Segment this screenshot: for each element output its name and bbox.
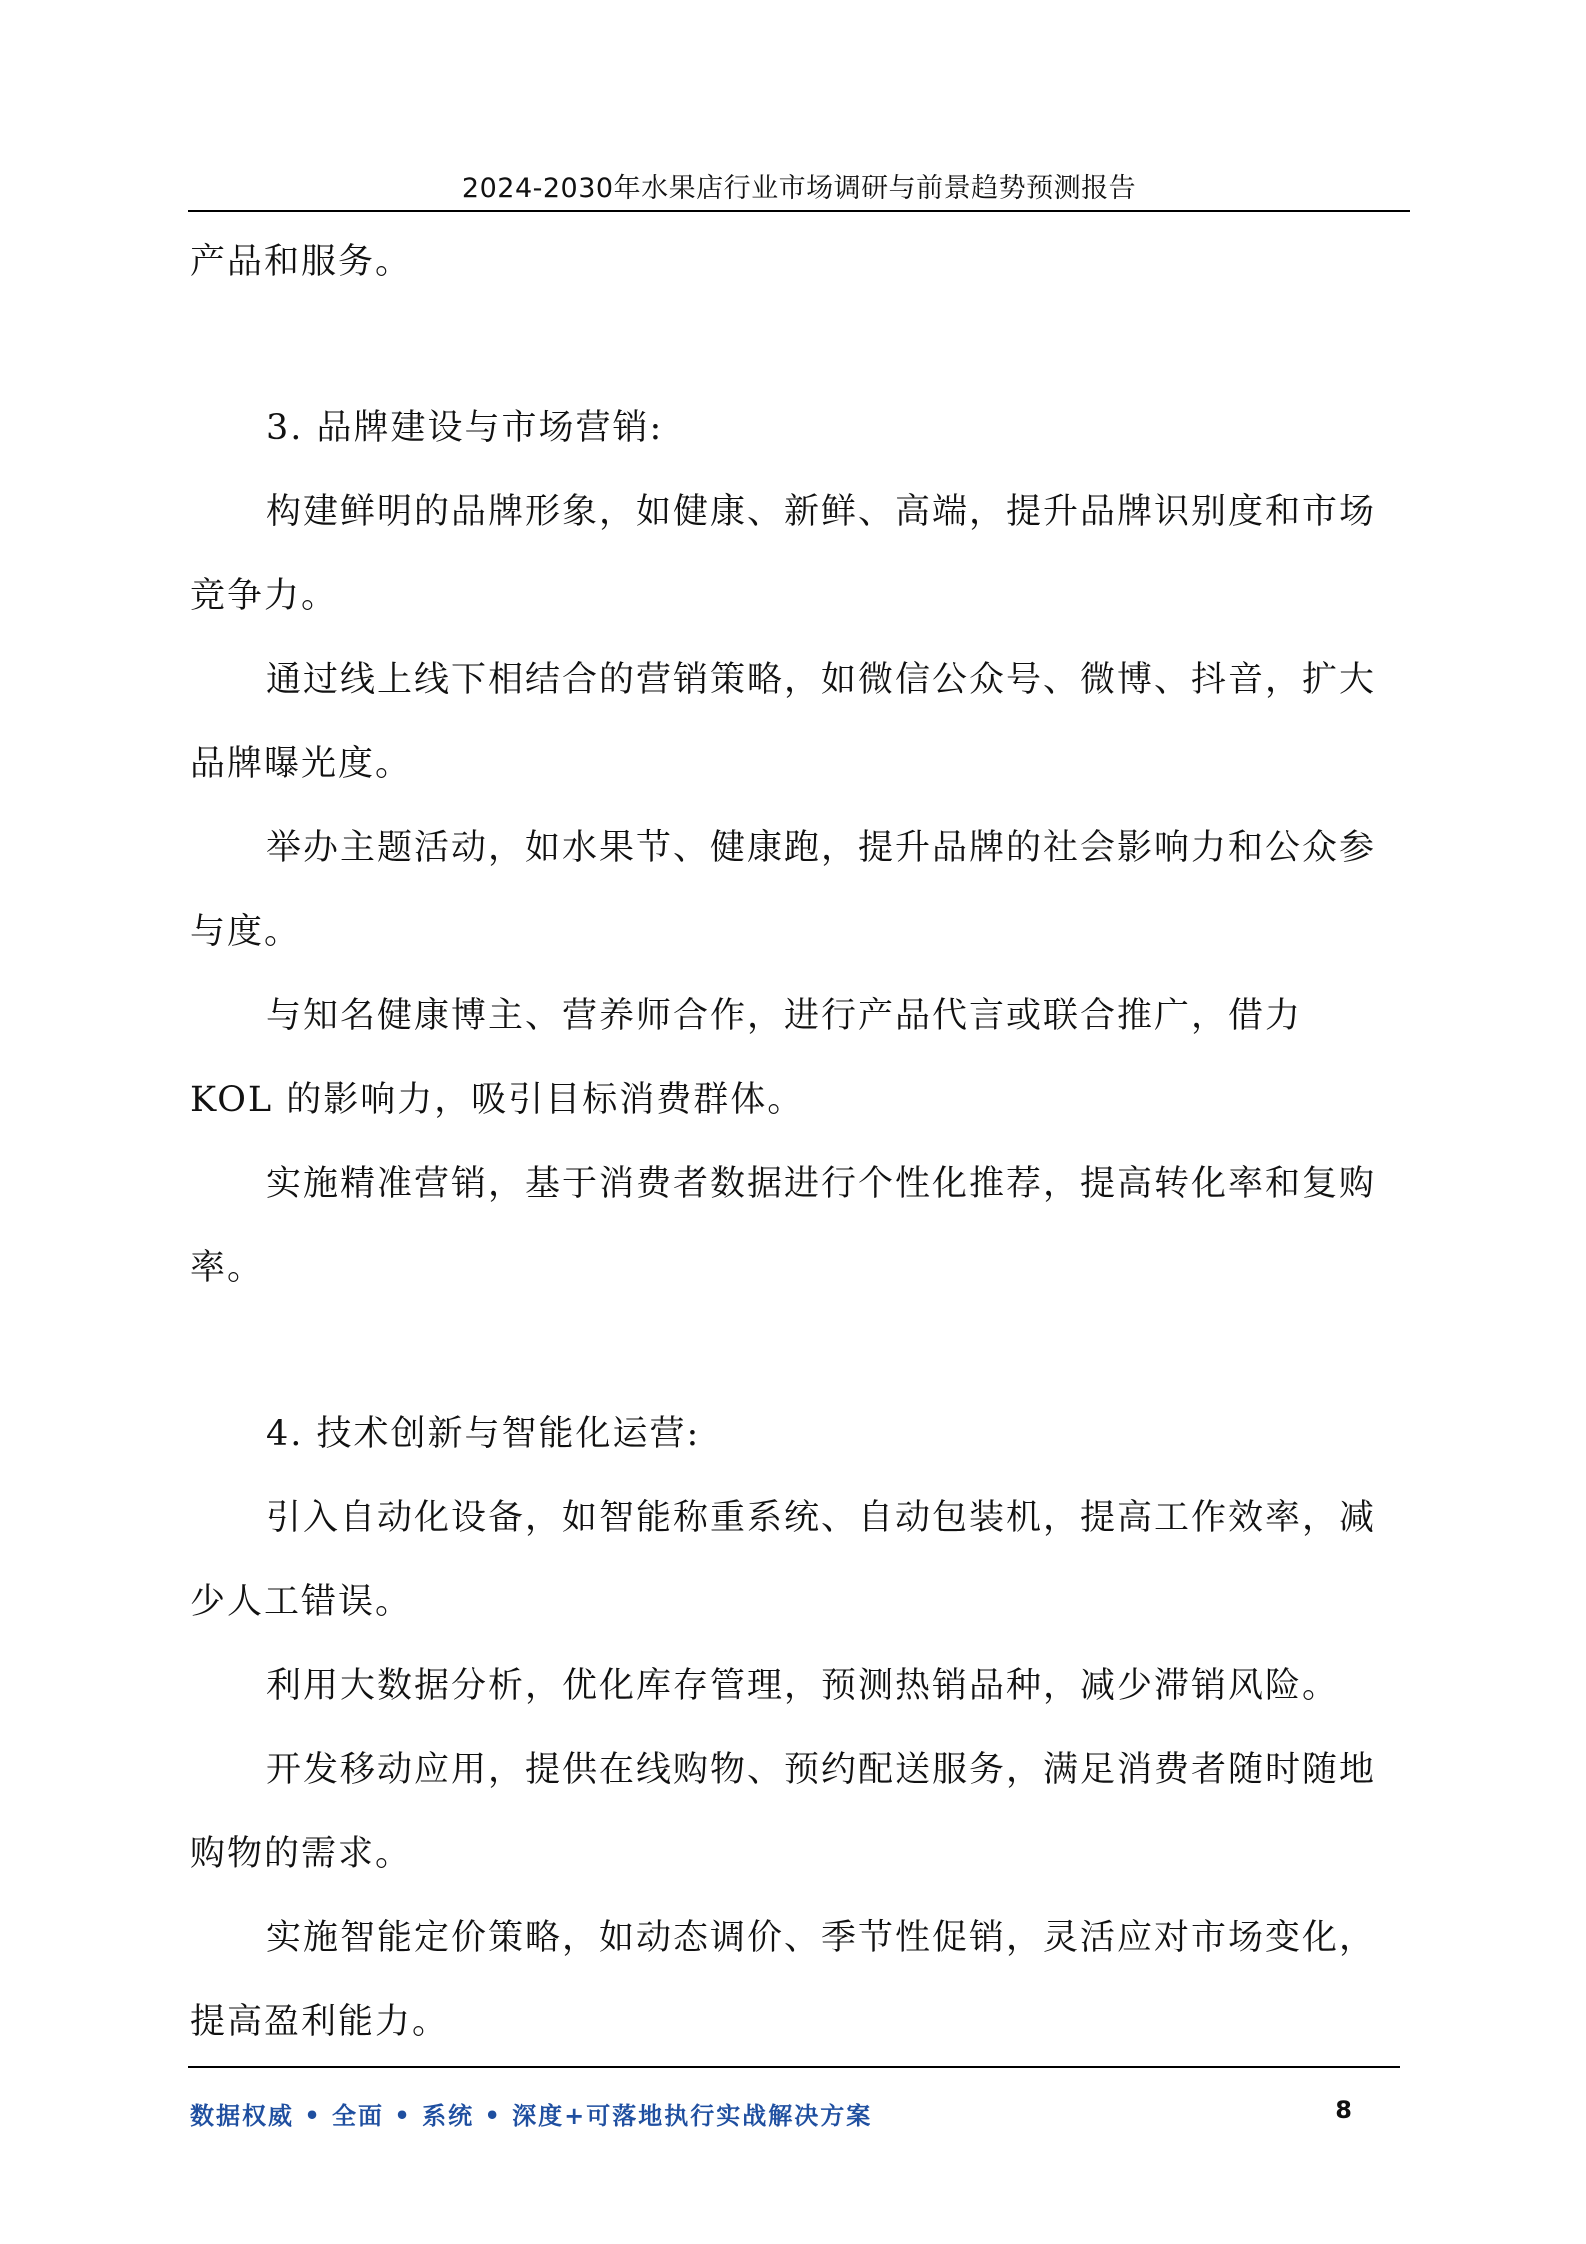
spacer <box>190 304 1390 386</box>
section-4-heading: 4. 技术创新与智能化运营: <box>266 1414 701 1454</box>
header-title: 2024-2030年水果店行业市场调研与前景趋势预测报告 <box>461 173 1137 204</box>
section-3-paragraph: 构建鲜明的品牌形象，如健康、新鲜、高端，提升品牌识别度和市场竞争力。 <box>190 492 1377 616</box>
section-3-paragraph: 举办主题活动，如水果节、健康跑，提升品牌的社会影响力和公众参与度。 <box>190 828 1377 952</box>
page-header <box>188 160 1410 212</box>
page-number: 8 <box>1335 2096 1352 2124</box>
section-3-paragraph: 实施精准营销，基于消费者数据进行个性化推荐，提高转化率和复购率。 <box>190 1164 1377 1288</box>
footer-slogan: 数据权威 • 全面 • 系统 • 深度+可落地执行实战解决方案 <box>190 2101 873 2130</box>
section-3-paragraph: 与知名健康博主、营养师合作，进行产品代言或联合推广，借力 KOL 的影响力，吸引目标消费群体。 <box>190 996 1303 1120</box>
section-4-paragraph: 引入自动化设备，如智能称重系统、自动包装机，提高工作效率，减少人工错误。 <box>190 1498 1377 1622</box>
section-3-paragraph: 通过线上线下相结合的营销策略，如微信公众号、微博、抖音，扩大品牌曝光度。 <box>190 660 1377 784</box>
page-footer <box>188 2066 1400 2128</box>
document-body <box>190 220 1390 2064</box>
intro-tail-paragraph: 产品和服务。 <box>190 242 413 282</box>
spacer <box>190 1310 1390 1392</box>
section-4-paragraph: 开发移动应用，提供在线购物、预约配送服务，满足消费者随时随地购物的需求。 <box>190 1750 1377 1874</box>
section-4-paragraph: 实施智能定价策略，如动态调价、季节性促销，灵活应对市场变化，提高盈利能力。 <box>190 1918 1377 2042</box>
section-4-paragraph: 利用大数据分析，优化库存管理，预测热销品种，减少滞销风险。 <box>266 1666 1340 1706</box>
section-3-heading: 3. 品牌建设与市场营销: <box>266 408 664 448</box>
